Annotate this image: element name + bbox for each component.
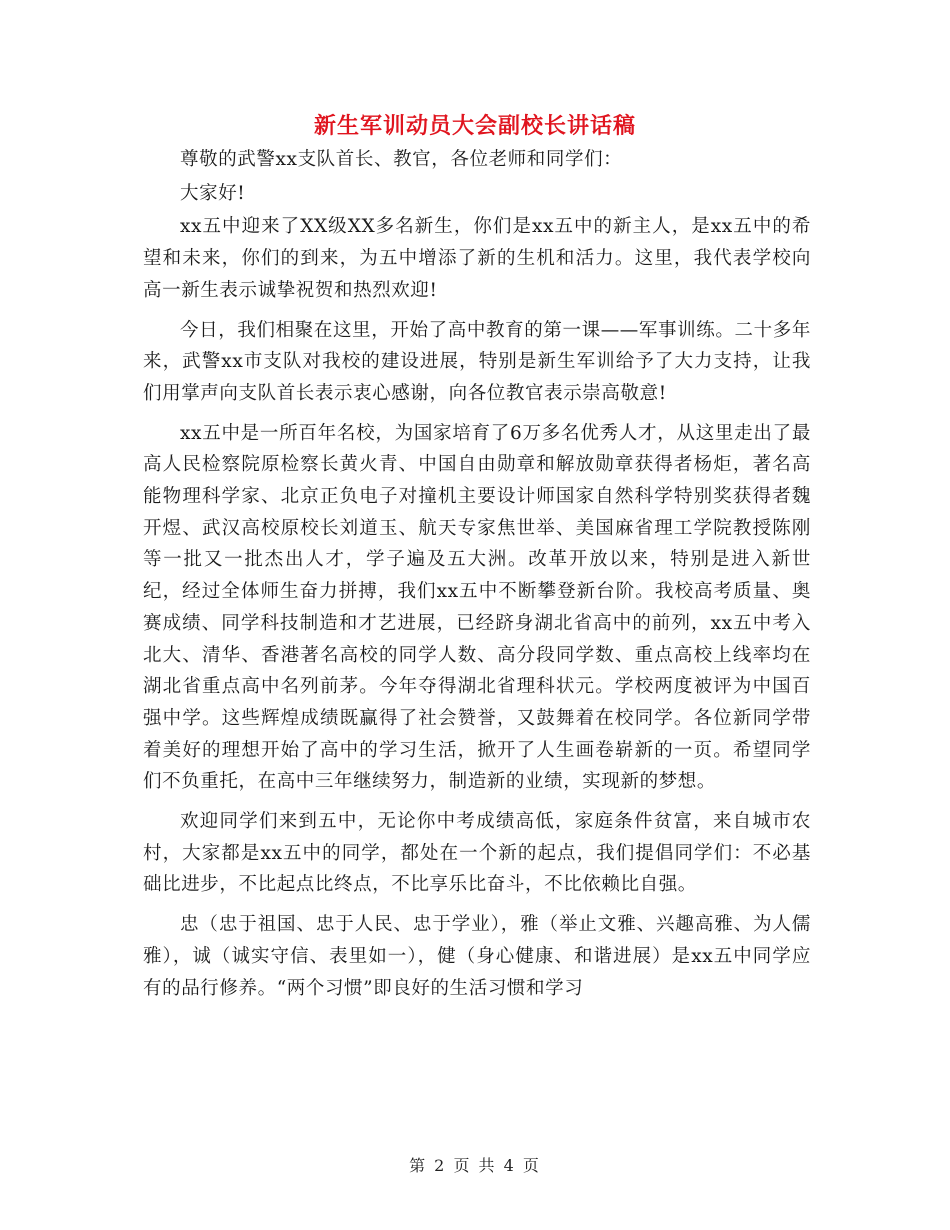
greeting-paragraph: 大家好!	[180, 182, 246, 204]
document-title: 新生军训动员大会副校长讲话稿	[313, 113, 636, 139]
body-paragraph: xx五中是一所百年名校，为国家培育了6万多名优秀人才，从这里走出了最高人民检察院原检察长黄火青、中国自由勋章和解放勋章获得者杨炬，著名高能物理科学家、北京正负电子对撞机主要设计师国家自然科学特别奖获得者魏开煜、武汉高校原校长刘道玉、航天专家焦世举、美国麻省理工学院教授陈刚等一批又一批杰出人才，学子遍及五大洲。改革开放以来，特别是进入新世纪，经过全体师生奋力拼搏，我们xx五中不断攀登新台阶。我校高考质量、奥赛成绩、同学科技制造和才艺进展，已经跻身湖北省高中的前列，xx五中考入北大、清华、香港著名高校的同学人数、高分段同学数、重点高校上线率均在湖北省重点高中名列前茅。今年夺得湖北省理科状元。学校两度被评为中国百强中学。这些辉煌成绩既赢得了社会赞誉，又鼓舞着在校同学。各位新同学带着美好的理想开始了高中的学习生活，掀开了人生画卷崭新的一页。希望同学们不负重托，在高中三年继续努力，制造新的业绩，实现新的梦想。	[143, 422, 811, 793]
salutation-paragraph: 尊敬的武警xx支队首长、教官，各位老师和同学们：	[180, 149, 623, 170]
document-body	[143, 144, 811, 1012]
page-number-footer: 第 2 页 共 4 页	[409, 1156, 541, 1175]
body-paragraph: 今日，我们相聚在这里，开始了高中教育的第一课——军事训练。二十多年来，武警xx市支队对我校的建设进展，特别是新生军训给予了大力支持，让我们用掌声向支队首长表示衷心感谢，向各位教官表示崇高敬意!	[143, 319, 811, 404]
body-paragraph: 欢迎同学们来到五中，无论你中考成绩高低，家庭条件贫富，来自城市农村，大家都是xx五中的同学，都处在一个新的起点，我们提倡同学们：不必基础比进步，不比起点比终点，不比享乐比奋斗，不比依赖比自强。	[143, 811, 811, 896]
body-paragraph: 忠（忠于祖国、忠于人民、忠于学业），雅（举止文雅、兴趣高雅、为人儒雅），诚（诚实守信、表里如一），健（身心健康、和谐进展）是xx五中同学应有的品行修养。“两个习惯”即良好的生活习惯和学习	[143, 914, 811, 999]
body-paragraph: xx五中迎来了XX级XX多名新生，你们是xx五中的新主人，是xx五中的希望和未来，你们的到来，为五中增添了新的生机和活力。这里，我代表学校向高一新生表示诚挚祝贺和热烈欢迎!	[143, 216, 811, 301]
